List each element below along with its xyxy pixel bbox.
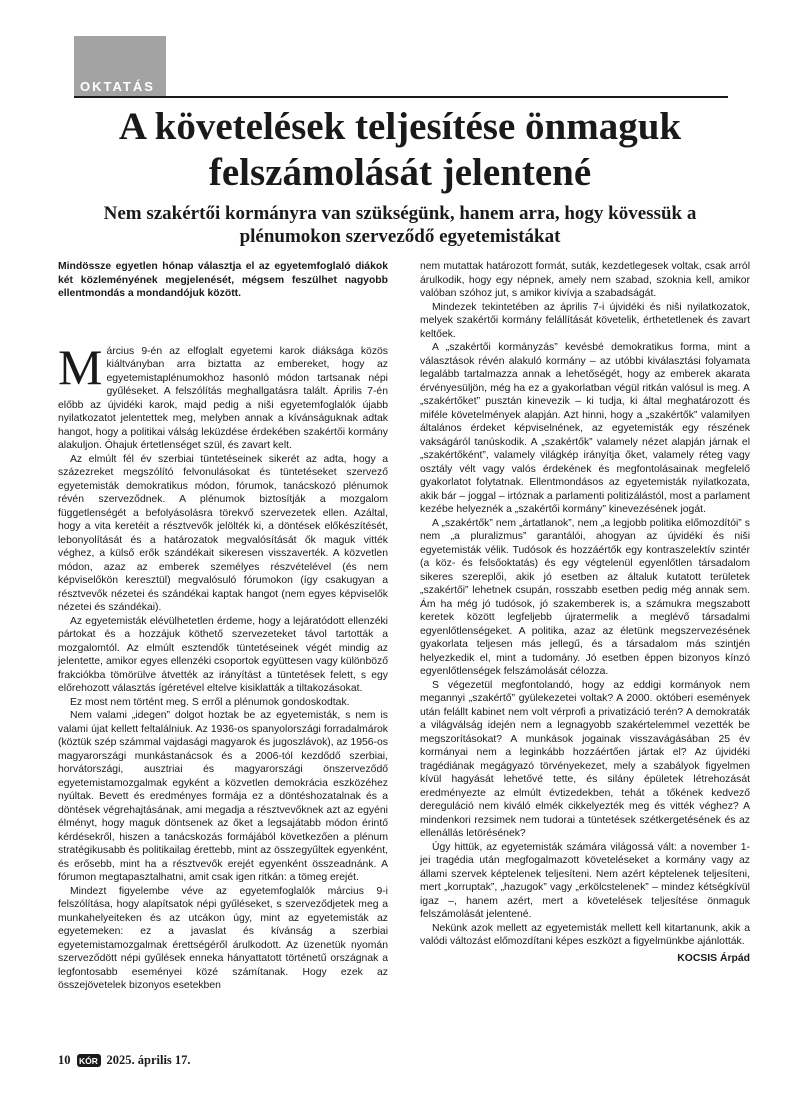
first-paragraph-text: árcius 9-én az elfoglalt egyetemi karok diáksága közös kiáltványban arra biztatta az embereket, hogy az egyetemistaplénumokhoz hasonló módon tartsanak népi gyűléseket. A felszólítás meghallgatásra talált. Április 7-én előbb az újvidéki karok, majd pedig a niši egyetemfoglalók újabb nyilatkozatot jelentettek meg, melyben annak a kívánságuknak adtak hangot, hogy a politikai válság leküzdése érdekében szakértői kormány alakuljon. Óhajuk értetlenséget szül, és zavart kelt. bbox=[58, 345, 388, 451]
body-paragraph: A „szakértők” nem „ártatlanok”, nem „a legjobb politika előmozdítói” s nem „a pluralizmus” garantálói, ahogyan az újvidéki és niši egyetemisták vélik. Tudósok és hozzáértők egy kontraszelektív szintér (a köz- és felsőoktatás) és egy végtelenül egyenlőtlen társadalom sikeres szereplői, akik jó esetben az általuk kutatott területek „szakértői” lehetnek csupán, rosszabb esetben pedig még annak sem. Ám ha még jó tudósok, jó szakemberek is, a számukra megszabott keretek között legfeljebb újratermelik a meglévő társadalmi egyenlőtlenségeket. A politika, azaz az életünk megszervezésének gyakorlata teljesen más jellegű, és a társadalom más szintjén helyezkedik el, mint a tudomány. Jó esetben éppen bizonyos kínzó egyenlőtlenségek felszámolását célozza. bbox=[420, 517, 750, 677]
column-left bbox=[58, 260, 388, 993]
body-paragraph: Mindezek tekintetében az április 7-i újvidéki és niši nyilatkozatok, melyek szakértői kormány felállítását követelik, érthetetlenek és zavart keltőek. bbox=[420, 301, 750, 340]
article-body bbox=[58, 260, 750, 1046]
article-headline: A követelések teljesítése önmaguk felszámolását jelentené bbox=[118, 105, 682, 194]
body-paragraph: Az egyetemisták elévülhetetlen érdeme, hogy a lejáratódott ellenzéki pártokat és a hozzájuk köthető szervezeteket távol tartották a mozgalomtól. Az elmúlt esztendők tüntetéseinek végét mindig az jelentette, amikor egyes ellenzéki csoportok együttesen vagy különböző frakciókba tömörülve átvették az irányítást a tüntetések felett, s egy előrehozott választás ígéretével eltelve kisiklatták a tiltakozásokat. bbox=[58, 615, 388, 694]
article-subheadline: Nem szakértői kormányra van szükségünk, hanem arra, hogy kövessük a plénumokon szerveződő egyetemistákat bbox=[103, 203, 697, 247]
page-number: 10 bbox=[58, 1053, 71, 1067]
article-lead: Mindössze egyetlen hónap választja el az egyetemfoglaló diákok két közleményének megjelenését, mégsem feszülhet nagyobb ellentmondás a mondandójuk között. bbox=[58, 261, 388, 299]
magazine-logo: KÓR bbox=[77, 1054, 101, 1067]
rubric-rule bbox=[74, 96, 728, 98]
issue-date: 2025. április 17. bbox=[106, 1053, 191, 1067]
body-paragraph: nem mutattak határozott formát, suták, kezdetlegesek voltak, csak arról árulkodik, hogy egy népnek, amely nem szabad, szoknia kell, amikor valóban szóhoz jut, s amikor kivívja a szabadságát. bbox=[420, 261, 750, 299]
body-paragraph: Nem valami „idegen” dolgot hoztak be az egyetemisták, s nem is valami újat kellett feltalálniuk. Az 1936-os spanyolországi forradalmárok (köztük szép számmal vajdasági magyarok és jugoszlávok), az 1956-os magyarországi munkástanácsok és a 2006-tól kezdődő szerbiai, horvátországi, ausztriai és magyarországi önszerveződő egyetemistamozgalmak egyként a közvetlen demokrácia eszközéhez nyúltak. Bevett és eredményes formája ez a döntéshozatalnak és a döntések végrehajtásának, ami megadja a résztvevőknek azt az egyéni élményt, hogy maguk döntsenek az őket a legsajátabb módon érintő kérdésekről, hiszen a tanácskozás formájából következően a plénum stratégikusabb és politikailag érettebb, mint az összegyűltek egyenként, és erősebb, mint ha a résztvevők erejét egyenként összeadnánk. A fórumon megtapasztalhatni, amit csak igen ritkán: a tömeg erejét. bbox=[58, 710, 388, 883]
column-right bbox=[420, 260, 750, 965]
body-paragraph: S végezetül megfontolandó, hogy az eddigi kormányok nem megannyi „szakértő” gyülekezetei voltak? A 2000. októberi események után felállt kabinet nem volt vérprofi a privatizáció terén? A demokraták a világválság idején nem a legnagyobb szakértelemmel vezették be megszorításokat? A munkások jogainak visszavágásában 25 év kormányai nem a leginkább hozzáértően jártak el? Az újvidéki tragédiának megágyazó törvényekezet, mely a szabályok figyelmen kívül hagyását lehetővé tette, és silány épületek létrehozását eredményezte az elmúlt évtizedekben, tehát a tőkének kedvező dereguláció nem kiváló elmék cikkelyezték meg és vitték véghez? A mindenkori rezsimek nem tudorai a tüntetések szétkergetésének és az ellenállás letörésének? bbox=[420, 679, 750, 839]
first-paragraph bbox=[58, 338, 388, 453]
body-paragraph: Ez most nem történt meg. S erről a plénumok gondoskodtak. bbox=[70, 696, 350, 708]
author-byline: KOCSIS Árpád bbox=[677, 952, 750, 964]
body-paragraph: Nekünk azok mellett az egyetemisták mellett kell kitartanunk, akik a valódi változást előmozdítani képes eszközt a figyelmünkbe ajánlották. bbox=[420, 922, 750, 947]
body-paragraph: A „szakértői kormányzás” kevésbé demokratikus forma, mint a választások révén alakuló kormány – az utóbbi kiválasztási folyamata legalább tartalmazza annak a lehetőségét, hogy az emberek akarata érvényesüljön, még ha ez a gyakorlatban végül ritkán valósul is meg. A „szakértőket” pusztán kinevezik – ki tudja, ki által meghatározott és miféle követelmények alapján. Azt hinni, hogy a „szakértők” valamilyen általános érdeket képviselnének, az egyetemisták egy részének vakságáról tanúskodik. A „szakértők” valamely nézet alapján járnak el „szakértőként”, valamely világkép irányítja őket, valamely réteg vagy osztály vélt vagy valós érdekének és megfontolásainak megfelelő gyakorlatot folytatnak. Ellentmondásos az egyetemisták nyilatkozata, akik bár – joggal – irtóznak a parlamenti politizálástól, most a parlament kezébe helyeznék a „szakértői kormány” kinevezésének jogát. bbox=[420, 342, 750, 515]
body-paragraph: Úgy hittük, az egyetemisták számára világossá vált: a november 1-jei tragédia után megfogalmazott követeléseket a kormány vagy az állami szervek képtelenek teljesíteni. Nem azért képtelenek teljesíteni, mert „korruptak”, „hazugok” vagy „erkölcstelenek” – mindez kétségkívül igaz –, hanem azért, mert a követelések teljesítése önmaguk felszámolását jelentené. bbox=[420, 841, 750, 920]
section-rubric: OKTATÁS bbox=[80, 79, 155, 94]
drop-cap: M bbox=[58, 338, 103, 395]
page-footer bbox=[58, 1053, 191, 1068]
body-paragraph: Mindezt figyelembe véve az egyetemfoglalók március 9-i felszólítása, hogy alapítsatok népi gyűléseket, s szerveződjetek meg a munkahelyeiteken és az utcákon úgy, mint az egyetemisták az egyetemeken: ez a javaslat és kívánság a szerbiai egyetemistamozgalmak érettségéről árulkodott. Az üzenetük nyomán szerveződött népi gyűlések enneka hányattatott történetű országnak a legfontosabb eseményei közé számítanak. Hogy ezek az összejövetelek bizonyos esetekben bbox=[58, 885, 388, 991]
body-paragraph: Az elmúlt fél év szerbiai tüntetéseinek sikerét az adta, hogy a százezreket megszólító felvonulásokat és tüntetéseket szervező egyetemisták demokratikus módon, fórumok, tanácskozó plénumok révén szerveződnek. A plénumok biztosítják a mozgalom függetlenségét a befolyásolásra törekvő szervezetek ellen. Azáltal, hogy a vita keretéit a résztvevők jelölték ki, a döntések előkészítését, lebonyolítását és a határozatok megvalósítását ők maguk vitték véghez, a külső erők szándékait sikeresen visszaverték. A közvetlen módon, azaz az emberek személyes részvételével (és nem képviselőkön keresztül) megvalósuló fórumokon (így csakugyan a résztvevők nézetei és szándékai kaptak hangot (nem egyes képviselők nézetei és szándékai). bbox=[58, 453, 388, 613]
